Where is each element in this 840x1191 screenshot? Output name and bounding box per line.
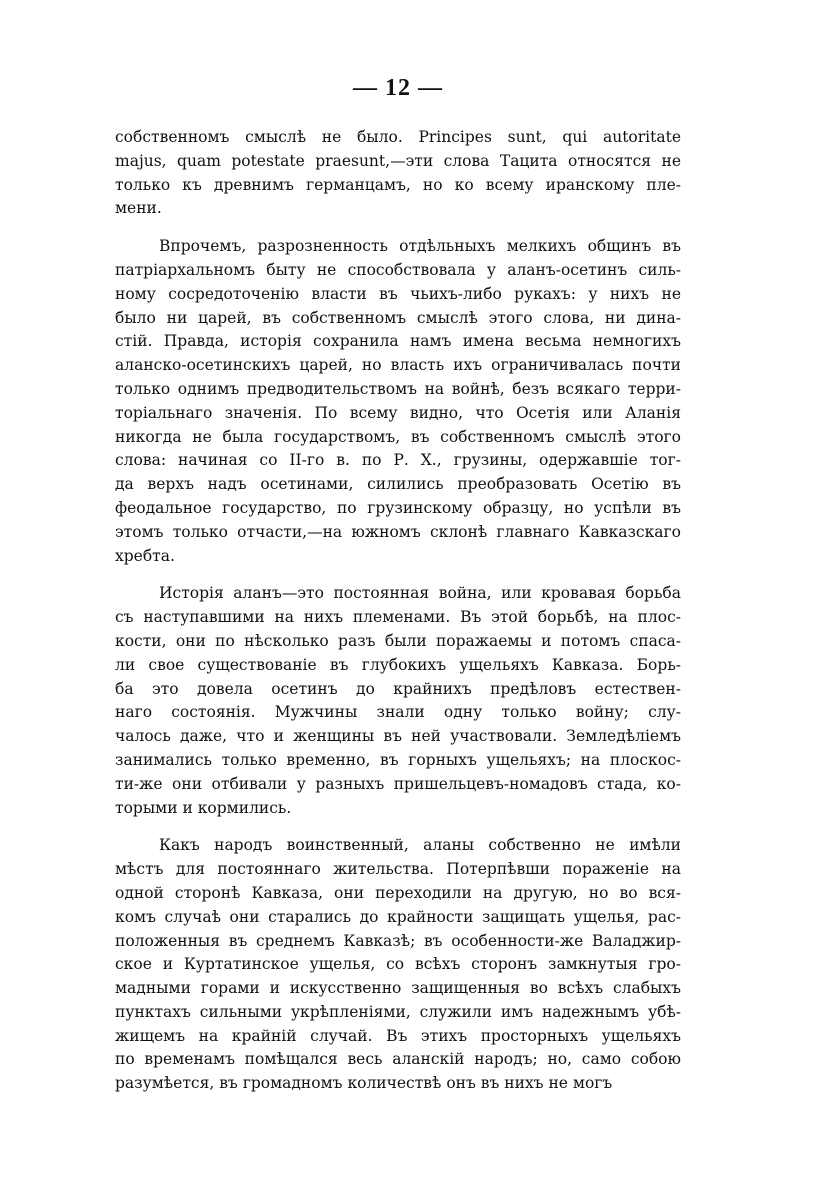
text-line: мени. — [115, 199, 162, 218]
text-line: разумѣется, въ громадномъ количествѣ онъ въ нихъ не могъ — [115, 1074, 613, 1093]
paragraph — [115, 126, 681, 221]
text-line: только однимъ предводительствомъ на войнѣ, безъ всякаго терри- — [115, 379, 681, 398]
text-line: феодальное государство, по грузинскому образцу, но успѣли въ — [115, 498, 681, 517]
text-line: положенныя въ среднемъ Кавказѣ; въ особенности-же Валаджир- — [115, 931, 681, 950]
text-line: только къ древнимъ германцамъ, но ко всему иранскому пле- — [115, 175, 681, 194]
text-line: ли свое существованіе въ глубокихъ ущельяхъ Кавказа. Борь- — [115, 655, 681, 674]
paragraph — [115, 235, 681, 568]
text-line: ти-же они отбивали у разныхъ пришельцевъ-номадовъ стада, ко- — [115, 774, 681, 793]
text-line: торыми и кормились. — [115, 798, 292, 817]
text-line: съ наступавшими на нихъ племенами. Въ этой борьбѣ, на плос- — [115, 608, 681, 627]
text-line: собственномъ смыслѣ не было. Principes sunt, qui autoritate — [115, 128, 681, 146]
text-line: одной сторонѣ Кавказа, они переходили на другую, но во вся- — [115, 883, 681, 902]
text-line: торіальнаго значенія. По всему видно, что Осетія или Аланія — [115, 403, 681, 422]
text-line: слова: начиная со II-го в. по Р. Х., грузины, одержавшіе тог- — [115, 451, 681, 470]
text-line: было ни царей, въ собственномъ смыслѣ этого слова, ни дина- — [115, 308, 681, 327]
text-line: да верхъ надъ осетинами, силились преобразовать Осетію въ — [115, 475, 681, 494]
text-line: ному сосредоточенію власти въ чьихъ-либо рукахъ: у нихъ не — [115, 284, 681, 303]
text-line: патріархальномъ быту не способствовала у аланъ-осетинъ силь- — [115, 260, 681, 279]
text-line: кости, они по нѣсколько разъ были поражаемы и потомъ спаса- — [115, 631, 681, 650]
text-line: мѣстъ для постояннаго жительства. Потерпѣвши пораженіе на — [115, 860, 681, 879]
text-line: мадными горами и искусственно защищенныя во всѣхъ слабыхъ — [115, 979, 681, 998]
text-line: стій. Правда, исторія сохранила намъ имена весьма немногихъ — [115, 332, 681, 351]
text-line: занимались только временно, въ горныхъ ущельяхъ; на плоскос- — [115, 750, 681, 769]
text-line: Впрочемъ, разрозненность отдѣльныхъ мелкихъ общинъ въ — [159, 237, 681, 256]
text-line: чалось даже, что и женщины въ ней участвовали. Земледѣліемъ — [115, 727, 681, 746]
text-line: хребта. — [115, 546, 175, 565]
text-line: ское и Куртатинское ущелья, со всѣхъ сторонъ замкнутыя гро- — [115, 955, 681, 974]
text-line: majus, quam potestate praesunt,—эти слова Тацита относятся не — [115, 151, 681, 170]
text-line: никогда не была государствомъ, въ собственномъ смыслѣ этого — [115, 427, 681, 446]
page-number: — 12 — — [353, 75, 443, 101]
text-line: комъ случаѣ они старались до крайности защищать ущелья, рас- — [115, 907, 681, 926]
text-line: Исторія аланъ—это постоянная война, или кровавая борьба — [159, 584, 681, 603]
text-line: Какъ народъ воинственный, аланы собственно не имѣли — [159, 836, 681, 855]
paragraph — [115, 834, 681, 1096]
book-page — [115, 70, 681, 1110]
text-line: аланско-осетинскихъ царей, но власть ихъ ограничивалась почти — [115, 356, 681, 375]
body-text — [115, 126, 681, 1096]
text-line: наго состоянія. Мужчины знали одну только войну; слу- — [115, 703, 681, 722]
text-line: ба это довела осетинъ до крайнихъ предѣловъ естествен- — [115, 679, 681, 698]
text-line: по временамъ помѣщался весь аланскій народъ; но, само собою — [115, 1050, 681, 1069]
text-line: жищемъ на крайній случай. Въ этихъ просторныхъ ущельяхъ — [115, 1026, 681, 1045]
paragraph — [115, 582, 681, 820]
text-line: пунктахъ сильными укрѣпленіями, служили имъ надежнымъ убѣ- — [115, 1002, 681, 1021]
text-line: этомъ только отчасти,—на южномъ склонѣ главнаго Кавказскаго — [115, 522, 681, 541]
